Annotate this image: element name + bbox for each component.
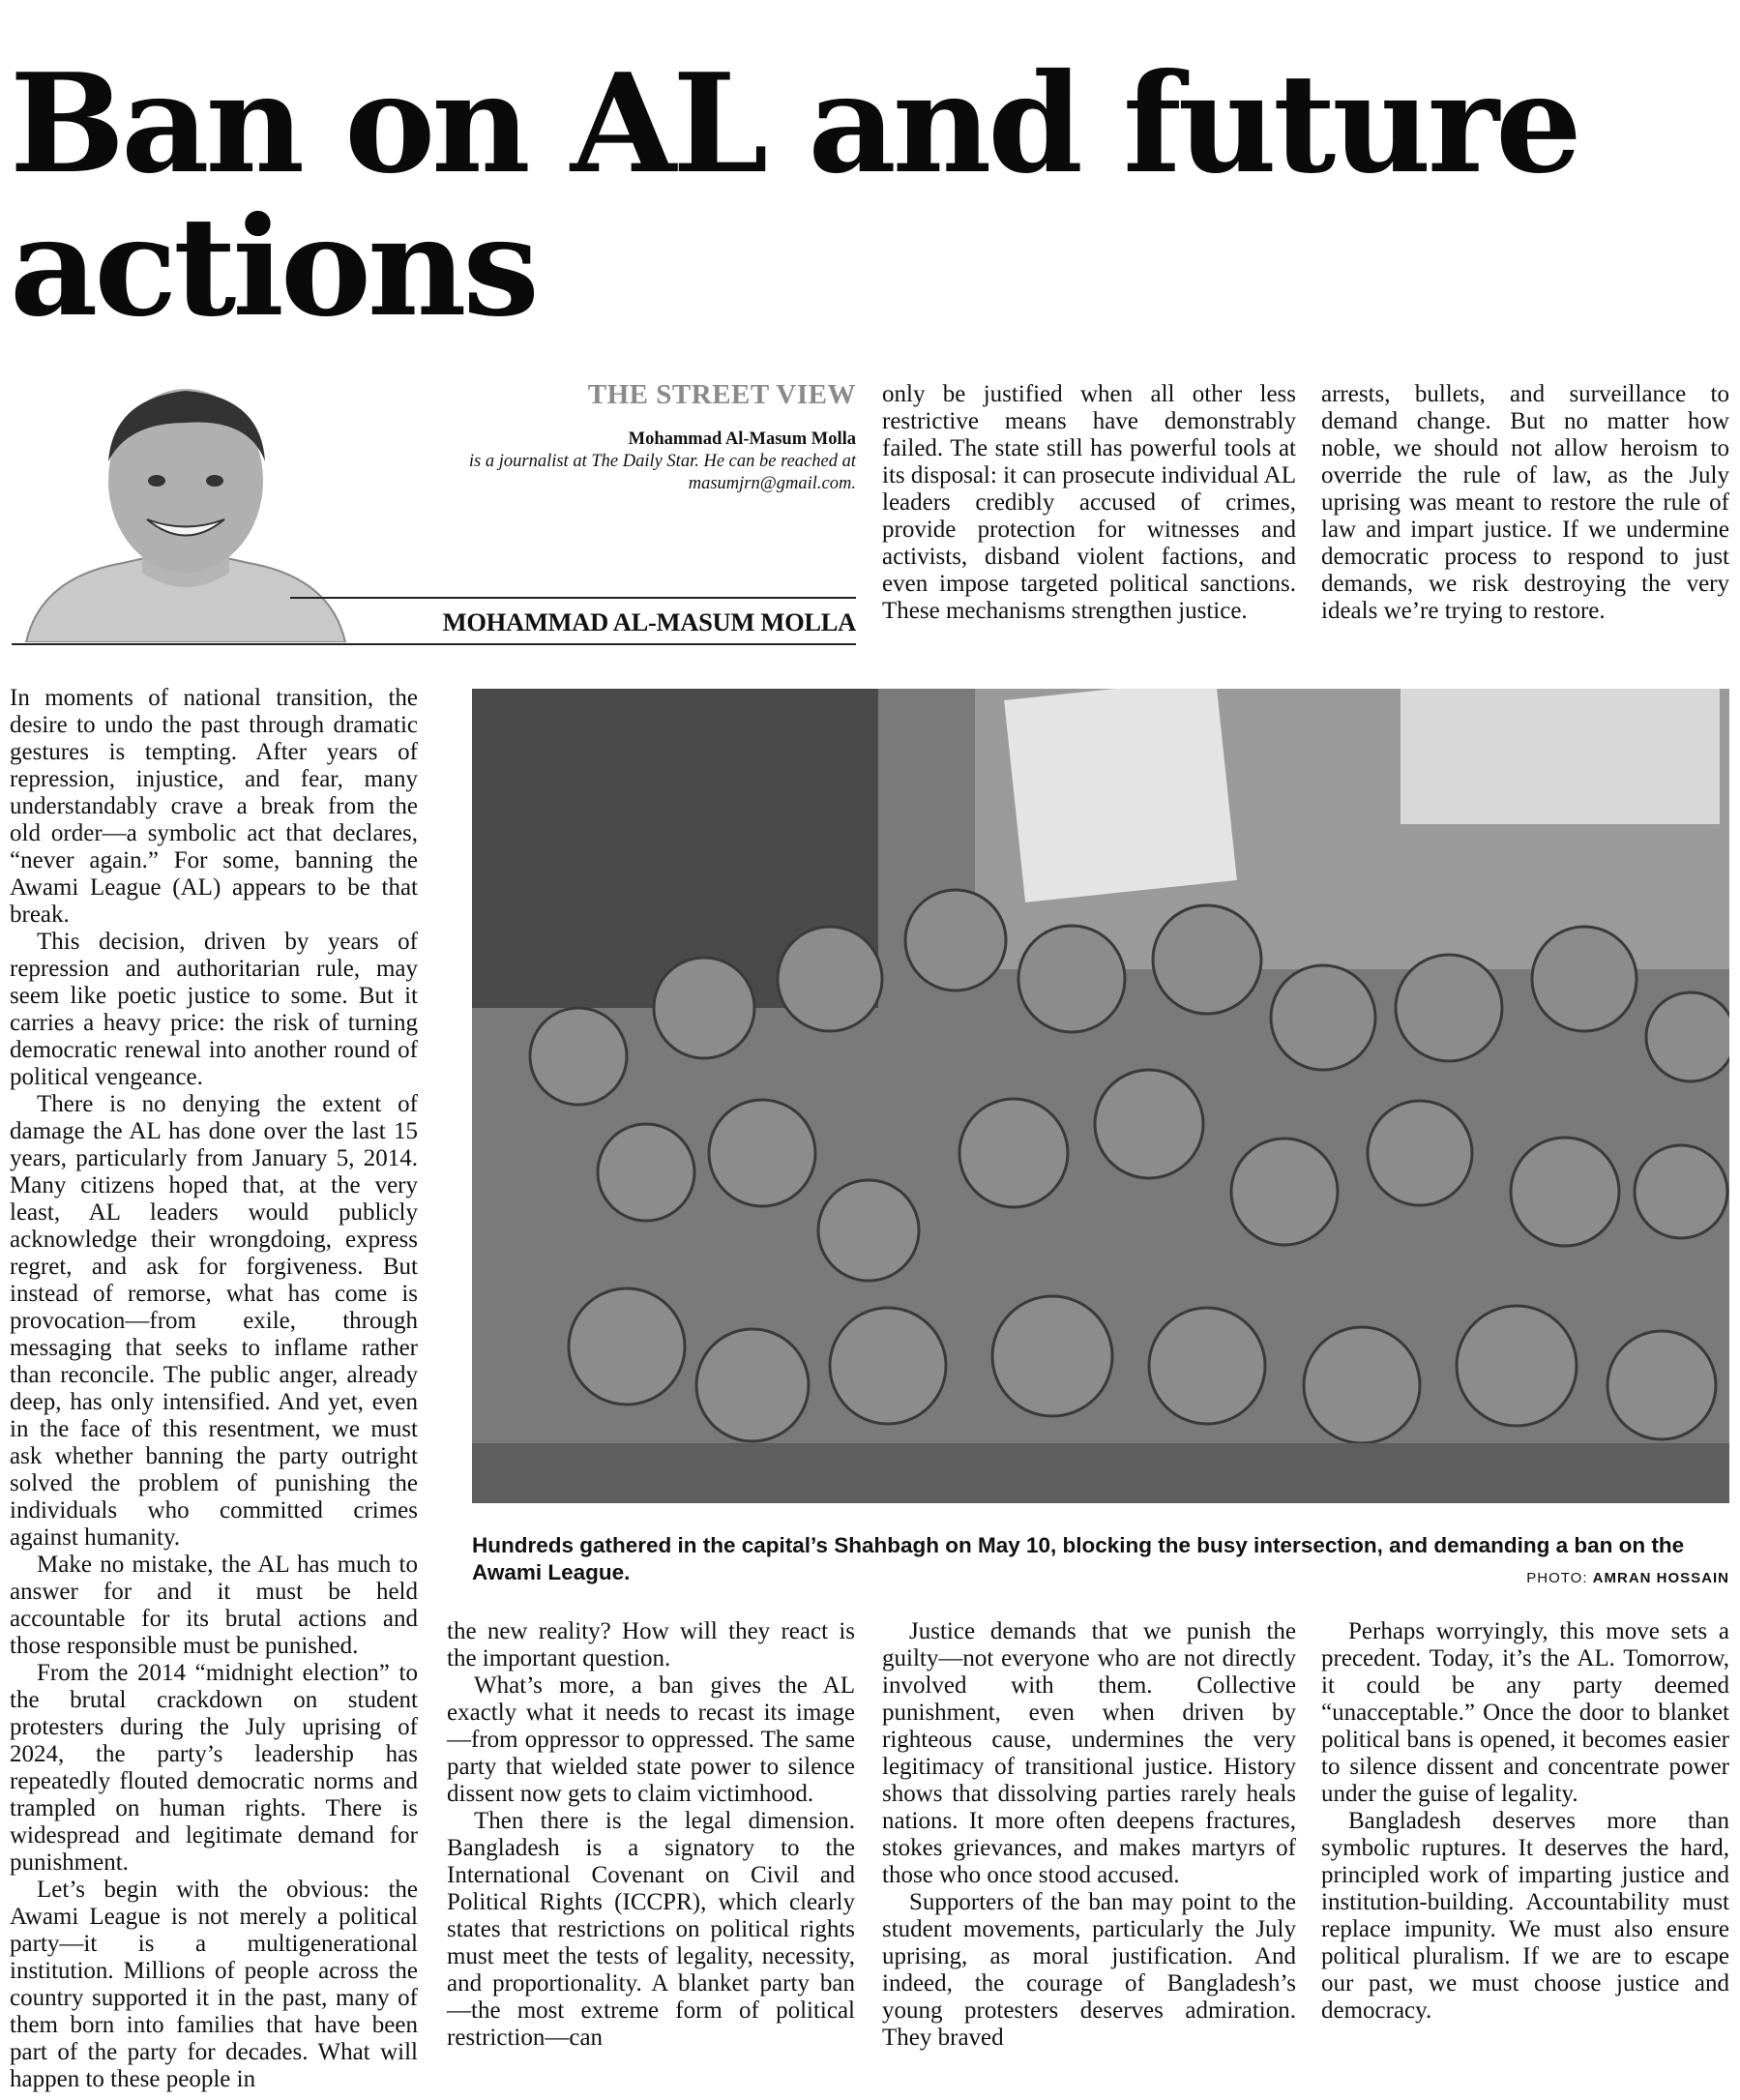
paragraph: There is no denying the extent of damage the AL has done over the last 15 years, particularly from January 5, 2014. Many citizens hoped that, at the very least, AL leaders would publicly acknowledge their wrongdoing, express regret, and ask for forgiveness. But instead of remorse, what has come is provocation—from exile, through messaging that seeks to inflame rather than reconcile. The public anger, already deep, has only intensified. And yet, even in the face of this resentment, we must ask whether banning the party outright solved the problem of punishing the individuals who committed crimes against humanity. (10, 1091, 418, 1551)
divider-rule (290, 597, 856, 599)
paragraph: What’s more, a ban gives the AL exactly what it needs to recast its image—from oppressor to oppressed. The same party that wielded state power to silence dissent now gets to claim victimhood. (447, 1672, 855, 1807)
divider-rule (12, 643, 856, 645)
paragraph: Then there is the legal dimension. Bangladesh is a signatory to the International Covenant on Civil and Political Rights (ICCPR), which clearly states that restrictions on political rights must meet the tests of legality, necessity, and proportionality. A blanket party ban—the most extreme form of political restriction—can (447, 1808, 855, 2051)
paragraph: In moments of national transition, the desire to undo the past through dramatic gestures is tempting. After years of repression, injustice, and fear, many understandably crave a break from the old order—a symbolic act that declares, “never again.” For some, banning the Awami League (AL) appears to be that break. (10, 685, 418, 928)
paragraph: Bangladesh deserves more than symbolic ruptures. It deserves the hard, principled work of imparting justice and institution-building. Accountability must replace impunity. We must also ensure political pluralism. If we are to escape our past, we must choose justice and democracy. (1321, 1808, 1729, 2024)
paragraph: From the 2014 “midnight election” to the brutal crackdown on student protesters during the July uprising of 2024, the party’s leadership has repeatedly flouted democratic norms and trampled on human rights. There is widespread and legitimate demand for punishment. (10, 1660, 418, 1876)
paragraph: This decision, driven by years of repression and authoritarian rule, may seem like poetic justice to some. But it carries a heavy price: the risk of turning democratic renewal into another round of political vengeance. (10, 929, 418, 1090)
author-portrait (12, 379, 360, 642)
photo-credit (1161, 1570, 1729, 1586)
author-name: Mohammad Al-Masum Molla (628, 429, 856, 449)
column-2-top (882, 381, 1296, 625)
column-3-top (1321, 381, 1729, 625)
headline: Ban on AL and future actions (10, 44, 1578, 347)
paragraph: arrests, bullets, and surveillance to demand change. But no matter how noble, we should not allow heroism to override the rule of law, as the July uprising was meant to restore the rule of law and impart justice. If we undermine democratic process to respond to just demands, we risk destroying the very ideals we’re trying to restore. (1321, 381, 1729, 624)
column-name: THE STREET VIEW (587, 379, 856, 410)
paragraph: Let’s begin with the obvious: the Awami League is not merely a political party—it is a multigenerational institution. Millions of people across the country supported it in the past, many of them born into families that have been part of the party for decades. What will happen to these people in (10, 1877, 418, 2092)
photo-credit-name: AMRAN HOSSAIN (1592, 1570, 1729, 1586)
paragraph: Make no mistake, the AL has much to answer for and it must be held accountable for its brutal actions and those responsible must be punished. (10, 1552, 418, 1659)
author-credit (426, 429, 856, 495)
author-bio: is a journalist at The Daily Star. He can be reached at masumjrn@gmail.com. (468, 452, 856, 493)
photo-credit-label: PHOTO: (1526, 1570, 1588, 1586)
column-3-bottom (882, 1618, 1296, 2052)
paragraph: Supporters of the ban may point to the student movements, particularly the July uprising, as moral justification. And indeed, the courage of Bangladesh’s young protesters deserves admiration. They braved (882, 1889, 1296, 2051)
column-4-bottom (1321, 1618, 1729, 2025)
paragraph: Justice demands that we punish the guilty—not everyone who are not directly involved with them. Collective punishment, even when driven by righteous cause, undermines the very legitimacy of transitional justice. History shows that dissolving parties rarely heals nations. It more often deepens fractures, stokes grievances, and makes martyrs of those who once stood accused. (882, 1618, 1296, 1888)
column-1 (10, 685, 418, 2093)
paragraph: Perhaps worryingly, this move sets a precedent. Today, it’s the AL. Tomorrow, it could be any party deemed “unacceptable.” Once the door to blanket political bans is opened, it becomes easier to silence dissent and concentrate power under the guise of legality. (1321, 1618, 1729, 1807)
paragraph: only be justified when all other less restrictive means have demonstrably failed. The state still has powerful tools at its disposal: it can prosecute individual AL leaders credibly accused of crimes, provide protection for witnesses and activists, disband violent factions, and even impose targeted political sanctions. These mechanisms strengthen justice. (882, 381, 1296, 624)
paragraph: the new reality? How will they react is the important question. (447, 1618, 855, 1671)
news-photo (472, 689, 1729, 1503)
column-2-bottom (447, 1618, 855, 2052)
photo-caption: Hundreds gathered in the capital’s Shahbagh on May 10, blocking the busy intersection, and demanding a ban on the Awami League. (472, 1533, 1685, 1584)
author-byline: MOHAMMAD AL-MASUM MOLLA (442, 607, 856, 636)
